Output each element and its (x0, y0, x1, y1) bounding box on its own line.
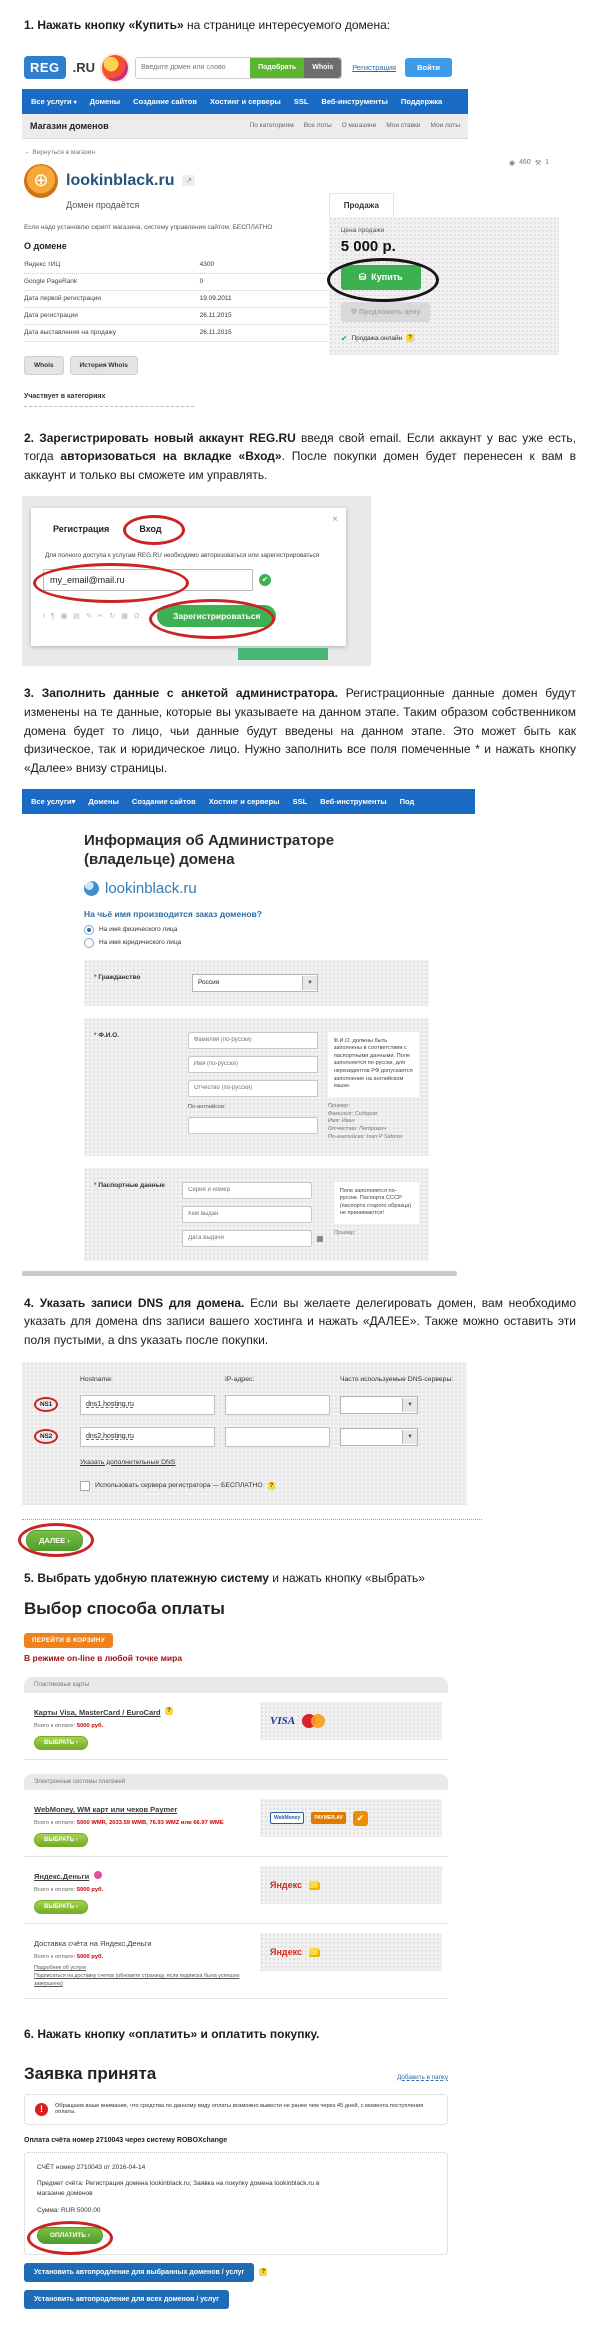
anniversary-logo-icon (102, 55, 128, 81)
cards-link[interactable]: Карты Visa, MasterCard / EuroCard (34, 1708, 161, 1718)
arrow-right-icon: › (87, 2231, 90, 2239)
chevron-down-icon: ▼ (402, 1430, 417, 1444)
use-registrar-checkbox[interactable] (80, 1481, 90, 1491)
lot-stats (509, 159, 549, 167)
help-question-icon[interactable]: ? (408, 335, 412, 342)
horizontal-scrollbar[interactable] (22, 1271, 457, 1276)
cart-icon: ⛁ (358, 271, 367, 282)
main-nav (22, 789, 475, 814)
yandex-logo: Яндекс (270, 1880, 303, 1891)
bids-count: 1 (545, 159, 549, 167)
shop-tab-categories[interactable]: По категориям (249, 122, 294, 130)
online-sale-label: Продажа онлайн (351, 334, 403, 342)
table-row: Дата первой регистрации 19.09.2011 (24, 291, 327, 308)
english-label: По-английски: (187, 1103, 226, 1110)
warning-box (24, 2094, 448, 2125)
passport-date-field[interactable] (182, 1230, 312, 1247)
help-question-icon[interactable]: ? (269, 1482, 274, 1489)
table-row: Google PageRank 0 (24, 274, 327, 291)
section-electronic-payments: Электронные системы платежей (24, 1774, 448, 1790)
total-amount: 5000 руб. (76, 1723, 104, 1730)
whois-history-button[interactable]: История Whois (70, 356, 138, 375)
nav-web-tools[interactable]: Веб-инструменты (321, 96, 388, 106)
pay-button[interactable]: ОПЛАТИТЬ › (37, 2227, 103, 2244)
nav-site-creation[interactable]: Создание сайтов (131, 797, 196, 807)
whois-info-button[interactable]: Whois (24, 356, 64, 375)
auth-info-text: Для полного доступа к услугам REG.RU необходимо авторизоваться или зарегистрироваться (45, 552, 320, 560)
bids-icon: ⚒ (534, 159, 542, 167)
suggest-button[interactable]: Подобрать (250, 58, 304, 78)
help-question-icon[interactable]: ? (167, 1707, 171, 1714)
total-amount: 5000 руб. (76, 1887, 104, 1894)
site-header (22, 47, 452, 89)
regru-logo-tld: .RU (72, 60, 96, 76)
online-note: В режиме on-line в любой точке мира (24, 1653, 183, 1664)
next-button[interactable]: ДАЛЕЕ › (26, 1530, 83, 1551)
nav-domains[interactable]: Домены (88, 797, 119, 807)
ns2-servers-select[interactable] (340, 1428, 418, 1446)
hostname-label: Hostname: (80, 1375, 113, 1383)
visa-logo: VISA (270, 1715, 296, 1728)
go-to-cart-button[interactable]: ПЕРЕЙТИ В КОРЗИНУ (24, 1633, 113, 1648)
fio-example: Пример: Фамилия: Сидоров Имя: Иван Отчество: Петрович По-английски: Ivan P Sidorov (327, 1102, 403, 1140)
registration-link[interactable]: Регистрация (352, 63, 397, 73)
sale-tab[interactable]: Продажа (329, 193, 394, 217)
arrow-right-icon: › (75, 1904, 78, 1911)
webmoney-link[interactable]: WebMoney, WM карт или чеков Paymer (34, 1805, 178, 1815)
autorenew-selected-button[interactable]: Установить автопродление для выбранных доменов / услуг (24, 2263, 254, 2282)
offer-price-button[interactable]: ⚒ Предложить цену (341, 302, 431, 322)
radio-legal-entity[interactable]: На имя юридического лица (84, 938, 482, 948)
add-dns-link[interactable]: Указать дополнительные DNS (80, 1458, 176, 1466)
payment-title: Выбор способа оплаты (24, 1599, 225, 1619)
yandex-money-link[interactable]: Яндекс.Деньги (34, 1872, 90, 1882)
ns2-ip-input[interactable] (225, 1427, 330, 1447)
step-6-text: 6. Нажать кнопку «оплатить» и оплатить покупку. (24, 2027, 320, 2041)
invoice-sum: Сумма: RUR 5000.00 (37, 2206, 101, 2214)
step-4-text: 4. Указать записи DNS для домена. Если вы желаете делегировать домен, вам необходимо указать для домена dns записи вашего хостинга и нажать «ДАЛЕЕ». Также можно оставить эти поля пустыми, а dns указать после покупки. (24, 1295, 577, 1347)
patronymic-field[interactable] (188, 1080, 318, 1097)
domain-name: lookinblack.ru (105, 879, 197, 897)
total-amount: 5000 WMR, 2033.59 WMB, 76.93 WMZ или 66.97 WME (76, 1820, 224, 1827)
ns1-ip-input[interactable] (225, 1395, 330, 1415)
warning-text: Обращаем ваше внимание, что средства по данному виду оплаты возможно вывести не ранее чем через 45 дней, с момента поступления оплаты. (55, 2103, 424, 2116)
yandex-logo: Яндекс (270, 1947, 303, 1958)
admin-form-title: Информация об Администраторе (владельце) домена (84, 832, 335, 869)
nav-support-truncated[interactable]: Под (399, 797, 415, 807)
nav-site-creation[interactable]: Создание сайтов (133, 96, 197, 106)
yandex-money-icon (94, 1871, 102, 1879)
yandex-coin-icon (309, 1881, 320, 1890)
english-name-field[interactable] (188, 1117, 318, 1134)
nav-hosting[interactable]: Хостинг и серверы (208, 797, 280, 807)
citizenship-box: * Гражданство Россия ▼ (84, 960, 429, 1006)
order-name-question: На чьё имя производится заказ доменов? (84, 908, 262, 919)
screenshot-dns-form (22, 1362, 600, 1551)
payment-line: Оплата счёта номер 2710043 через систему ROBOXchange (24, 2136, 228, 2144)
use-registrar-label: Использовать сервера регистратора — БЕСПЛАТНО (95, 1482, 263, 1490)
domain-search (135, 57, 342, 79)
choose-button[interactable]: ВЫБРАТЬ › (34, 1833, 88, 1847)
domain-info-table (24, 257, 327, 342)
name-field[interactable] (188, 1056, 318, 1073)
section-plastic-cards: Пластиковые карты (24, 1677, 448, 1693)
passport-box: * Паспортные данные Серия и номер Кем выдан Дата выдачи ▦ Поле заполняется по-русски. Паспорта СССР (паспорта старого образца) не принимаются! Пример: (84, 1168, 429, 1261)
domain-name: lookinblack.ru (66, 171, 175, 189)
views-count: 460 (519, 159, 531, 167)
autorenew-all-button[interactable]: Установить автопродление для всех доменов / услуг (24, 2290, 229, 2309)
shop-tab-about[interactable]: О магазине (341, 122, 377, 130)
tab-registration[interactable]: Регистрация (53, 524, 110, 535)
nav-ssl[interactable]: SSL (292, 797, 308, 807)
add-to-folder-link[interactable]: Добавить в папку (397, 2073, 448, 2081)
table-row: Дата регистрации 26.11.2015 (24, 308, 327, 325)
categories-title[interactable]: Участвует в категориях (24, 393, 194, 407)
nav-all-services[interactable]: Все услуги▾ (31, 797, 76, 807)
gavel-icon: ⚒ (350, 308, 358, 316)
nav-web-tools[interactable]: Веб-инструменты (320, 797, 387, 807)
nav-support[interactable]: Поддержка (400, 96, 443, 106)
register-button[interactable]: Зарегистрироваться (157, 605, 276, 627)
shop-tab-my-lots[interactable]: Мои лоты (430, 122, 460, 130)
shop-bar (22, 114, 468, 139)
ns2-hostname-input[interactable]: dns2.hosting.ru (80, 1427, 215, 1447)
payment-row-yandex: Яндекс.Деньги Всего к оплате: 5000 руб. ВЫБРАТЬ › Яндекс (24, 1857, 448, 1924)
sale-panel (329, 141, 559, 411)
nav-hosting[interactable]: Хостинг и серверы (209, 96, 281, 106)
step-3-text: 3. Заполнить данные с анкетой администратора. Регистрационные данные домен будут изменены на те данные, которые вы указываете на данном этапе. Таким образом собственником домена будет то лицо, чьи данные будут введены на данном этапе. Это может быть как физическое, так и юридическое лицо. Нужно заполнить все поля помеченные * и нажать кнопку «Далее» внизу страницы. (24, 686, 576, 775)
email-field[interactable] (43, 569, 253, 591)
mastercard-logo (302, 1714, 326, 1729)
invoice-number: СЧЁТ номер 2710043 от 2016-04-14 (37, 2163, 146, 2171)
login-button[interactable]: Войти (405, 58, 452, 77)
arrow-right-icon: › (67, 1537, 70, 1545)
choose-button[interactable]: ВЫБРАТЬ › (34, 1736, 88, 1750)
buy-button[interactable]: ⛁ Купить (341, 265, 421, 290)
shop-tab-all-lots[interactable]: Все лоты (303, 122, 332, 130)
main-nav (22, 89, 468, 114)
yandex-coin-icon (309, 1948, 320, 1957)
fio-box: * Ф.И.О. Фамилия (по-русски) Имя (по-русски) Отчество (по-русски) По-английски: Ф.И.О. должны быть заполнены в соответствии с паспортными данными. Поле заполняется по-русски, для нерезидентов РФ допускается заполнение на английском языке. Пример: Фамилия: Сидоров Имя: Иван Отчество: Петрович По-английски: Ivan P Sidorov (84, 1018, 429, 1156)
nav-domains[interactable]: Домены (89, 96, 121, 106)
total-amount: 5000 руб. (76, 1954, 104, 1961)
warning-icon: ! (35, 2103, 48, 2116)
divider (22, 1519, 482, 1520)
screenshot-admin-form (22, 789, 482, 1275)
shop-tab-my-bids[interactable]: Мои ставки (386, 122, 421, 130)
passport-example-label: Пример: (333, 1230, 356, 1236)
webmoney-logo: WebMoney (270, 1812, 304, 1824)
ns2-badge: NS2 (34, 1429, 58, 1444)
sale-price: 5 000 р. (340, 237, 396, 255)
order-title: Заявка принята (24, 2063, 157, 2083)
views-icon: ◉ (509, 159, 516, 167)
external-link-icon[interactable]: ↗ (182, 175, 195, 186)
shop-title: Магазин доменов (30, 120, 109, 131)
domain-status: Домен продаётся (66, 199, 140, 210)
globe-icon (84, 881, 99, 896)
choose-button[interactable]: ВЫБРАТЬ › (34, 1900, 88, 1914)
domain-search-input[interactable] (136, 59, 250, 77)
chevron-down-icon: ▼ (402, 1398, 417, 1412)
invoice-subject: Предмет счёта: Регистрация домена lookinblack.ru; Заявка на покупку домена lookinblack.ru в магазине доменов (37, 2180, 320, 2198)
radio-unselected-icon (84, 938, 94, 948)
whois-button[interactable]: Whois (304, 58, 341, 78)
fio-help-text: Ф.И.О. должны быть заполнены в соответствии с паспортными данными. Поле заполняется по-русски, для нерезидентов РФ допускается заполнение на английском языке. (328, 1032, 419, 1097)
chevron-down-icon: ▼ (302, 976, 317, 990)
paymer-logo: PAYMER.AV (311, 1812, 346, 1824)
step-5-text: 5. Выбрать удобную платежную систему и нажать кнопку «выбрать» (24, 1570, 425, 1585)
nav-all-services[interactable]: Все услуги ▾ (31, 96, 77, 106)
help-question-icon[interactable]: ? (261, 2269, 266, 2276)
auth-modal (31, 508, 346, 646)
price-label: Цена продажи (340, 226, 385, 234)
editor-toolbar-icons: Ⅰ ¶ ▣ ▤ ✎ ✂ ↻ ▦ Ω (43, 613, 142, 621)
more-about-service-link[interactable]: Подробнее об услуге (34, 1965, 87, 1972)
screenshot-auth-modal (22, 496, 371, 666)
passport-issuer-field[interactable] (182, 1206, 312, 1223)
seller-promo-text: Если надо установлю скрипт магазина, систему управления сайтом. БЕСПЛАТНО (24, 223, 273, 231)
arrow-right-icon: › (75, 1740, 78, 1747)
about-domain-title: О домене (24, 240, 67, 251)
dns-box (22, 1362, 467, 1505)
step-1-text: 1. Нажать кнопку «Купить» на странице интересуемого домена: (24, 18, 391, 32)
dns-servers-label: Часто используемые DNS-серверы: (340, 1375, 454, 1383)
screenshot-payment-choice (24, 1599, 448, 1999)
arrow-right-icon: › (75, 1837, 78, 1844)
back-arrow-icon: ← (24, 148, 31, 156)
payment-row-yandex-invoice: Доставка счёта на Яндекс.Деньги Всего к оплате: 5000 руб. Подробнее об услуге Подписаться на доставку счетов (обновите страницу, если подписка была успешно завершена) Яндекс (24, 1924, 448, 1999)
radio-selected-icon (84, 925, 94, 935)
domain-globe-icon: ⊕ (24, 164, 58, 198)
ip-label: IP-адрес: (225, 1375, 255, 1383)
calendar-icon[interactable]: ▦ (316, 1233, 324, 1243)
chevron-down-icon: ▾ (71, 797, 76, 807)
back-to-shop-link[interactable]: ← Вернуться в магазин (24, 148, 95, 156)
verified-check-icon: ✔ (353, 1811, 368, 1826)
close-icon[interactable]: × (332, 514, 338, 526)
passport-number-field[interactable] (182, 1182, 312, 1199)
tab-login[interactable]: Вход (137, 520, 163, 538)
ns1-hostname-input[interactable]: dns1.hosting.ru (80, 1395, 215, 1415)
radio-individual[interactable]: На имя физического лица (84, 925, 482, 935)
invoice-box (24, 2152, 448, 2255)
surname-field[interactable] (188, 1032, 318, 1049)
ns1-servers-select[interactable] (340, 1396, 418, 1414)
screenshot-domain-shop (22, 47, 559, 411)
payment-row-webmoney: WebMoney, WM карт или чеков Paymer Всего к оплате: 5000 WMR, 2033.59 WMB, 76.93 WMZ или 66.97 WME ВЫБРАТЬ › WebMoney PAYMER.AV ✔ (24, 1790, 448, 1857)
passport-help-text: Поле заполняется по-русски. Паспорта СССР (паспорта старого образца) не принимаются! (334, 1182, 419, 1224)
step-2-text: 2. Зарегистрировать новый аккаунт REG.RU введя свой email. Если аккаунт у вас уже есть, тогда авторизоваться на вкладке «Вход». После покупки домен будет перенесен к вам в аккаунт и только вы сможете им управлять. (24, 430, 576, 482)
background-button-fragment (238, 648, 328, 660)
table-row: Дата выставления на продажу 26.11.2015 (24, 325, 327, 342)
screenshot-order-accepted (24, 2056, 448, 2309)
step-1-bold: 1. Нажать кнопку «Купить» (24, 18, 184, 32)
ns1-badge: NS1 (34, 1397, 58, 1412)
subscribe-invoices-link[interactable]: Подписаться на доставку счетов (обновите страницу, если подписка была успешно завершена) (34, 1973, 240, 1988)
citizenship-select[interactable]: Россия ▼ (192, 974, 318, 992)
valid-check-icon: ✔ (259, 574, 271, 586)
payment-row-cards: Карты Visa, MasterCard / EuroCard ? Всего к оплате: 5000 руб. ВЫБРАТЬ › VISA (24, 1693, 448, 1760)
table-row: Яндекс тИЦ 4300 (24, 257, 327, 274)
check-icon: ✔ (340, 333, 348, 343)
yandex-invoice-label: Доставка счёта на Яндекс.Деньги (34, 1939, 152, 1949)
regru-logo: REG (24, 56, 66, 79)
chevron-down-icon: ▾ (73, 99, 77, 106)
nav-ssl[interactable]: SSL (293, 96, 309, 106)
